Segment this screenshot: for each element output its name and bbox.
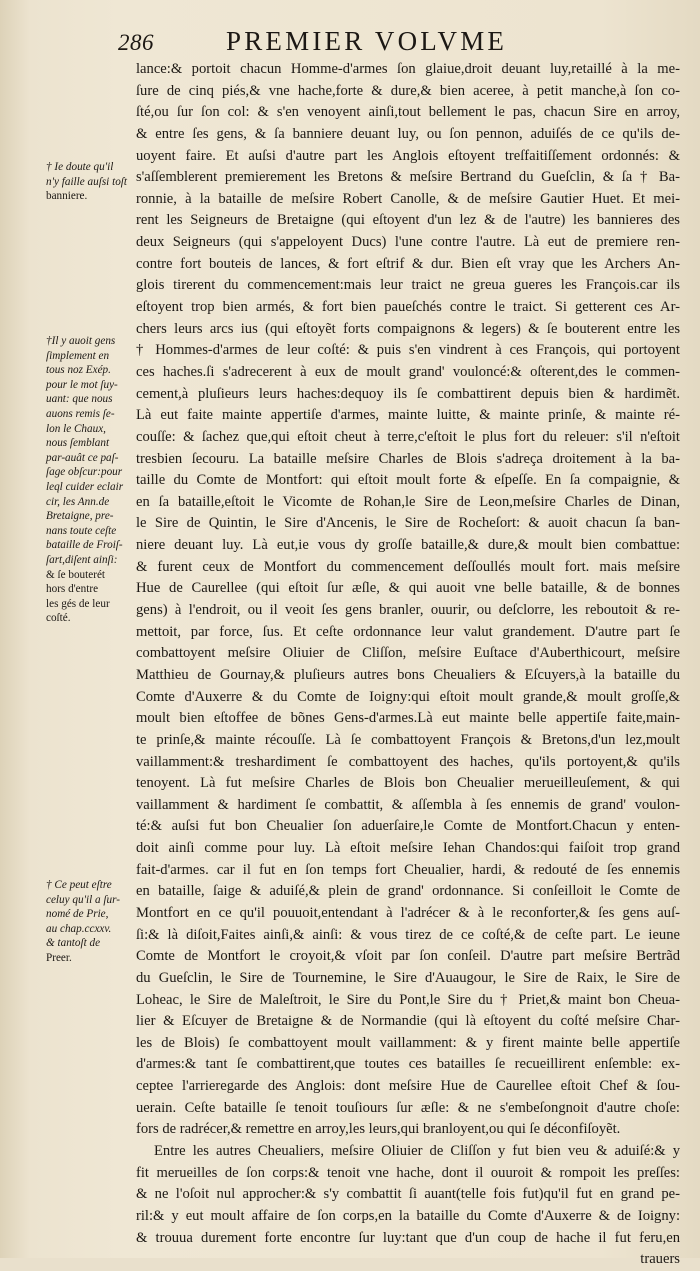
text-line: vaillamment:& treshardiment ſe combattoyent des haches, qu'ils portoyent,& qu'ils (136, 753, 680, 770)
text-line: Entre les autres Cheualiers, meſsire Oliuier de Cliſſon y fut bien veu & aduiſé:& y (154, 1143, 680, 1160)
text-line: contre fort bouteis de lances, & fort eſtrif & dur. Bien eſt vray que les Archers An- (136, 255, 680, 272)
text-line: gens) à l'endroit, ou il veoit ſes gens branler, ouurir, ou deſclorre, les reboutoit & re- (136, 602, 680, 619)
text-line: couſſe: & ſachez que,qui eſtoit cheut à terre,c'eſtoit le plus fort du releuer: s'il n'eſtoit (136, 428, 680, 445)
text-line: Montfort en ce qu'il pouuoit,entendant à l'adrécer & à le reconforter,& ſes gens auſ- (136, 904, 680, 921)
margin-note-line: banniere. (46, 190, 88, 203)
page-header (118, 20, 678, 56)
text-line: fors de radrécer,& remettre en arroy,les leurs,qui branloyent,ou qui ſe déconfiſoyẽt. (136, 1121, 621, 1138)
text-line: glois tirerent du commencement:mais leur traict ne greua gueres les François.car ils (136, 277, 680, 294)
margin-note-line: pour le mot ſuy- (46, 378, 118, 391)
text-line: lance:& portoit chacun Homme-d'armes ſon glaiue,droit deuant luy,retaillé à la me- (136, 61, 680, 77)
margin-note-line: nomé de Prie, (46, 908, 109, 921)
margin-note-line: lon le Chaux, (46, 422, 106, 435)
margin-note-line: ſart,diſent ainſi: (46, 553, 118, 566)
margin-note-line: hors d'entre (46, 583, 99, 596)
text-line: Matthieu de Gournay,& pluſieurs autres bons Cheualiers & Eſcuyers,à la bataille du (136, 666, 680, 683)
margin-note-line: ſage obſcur:pour (46, 466, 123, 479)
text-line: Loheac, le Sire de Maleſtroit, le Sire du Pont,le Sire du † Priet,& maint bon Cheua- (136, 991, 680, 1008)
text-line: les de Blois) ſe combattoyent moult vaillamment: & y firent mainte belle appertiſe (136, 1034, 680, 1051)
text-line: té:& auſsi fut bon Cheualier ſon aduerſaire,le Comte de Montfort.Chacun y enten- (136, 818, 680, 835)
margin-note-line: les gés de leur (46, 597, 110, 610)
text-line: eſtoyent trop bien armés, & fort bien paueſchés contre le traict. Si getterent ces Ar- (136, 299, 680, 316)
margin-note-line: bataille de Froiſ- (46, 539, 123, 552)
text-line: fait-d'armes. car il fut en ſon temps fort Cheualier, hardi, & redouté de ſes ennemis (136, 861, 680, 878)
text-line: uerain. Ceſte bataille ſe tenoit touſiours ſur æſle: & ne s'embeſongnoit d'autre choſe: (136, 1099, 680, 1116)
text-line: † Hommes-d'armes de leur coſté: & puis s'en vindrent à ces François, qui portoyent (136, 342, 680, 359)
margin-note-line: uant: que nous (46, 393, 113, 406)
margin-note-line: par-auât ce paſ- (46, 451, 119, 464)
margin-note (46, 878, 132, 966)
text-line: Comte d'Auxerre & du Comte de Ioigny:qui eſtoit moult grande,& moult groſſe,& (136, 688, 680, 705)
text-line: tresbien ſecouru. La bataille meſsire Charles de Blois s'adreça droitement à la ba- (136, 450, 680, 467)
text-line: uoyent faire. Et auſsi d'autre part les Anglois eſtoyent treſfaitiſſement ordonnés: & (136, 147, 680, 164)
margin-note-line: † Ie doute qu'il (46, 161, 114, 173)
text-line: niere deuant luy. Là eut,ie vous dy groſſe bataille,& dure,& moult bien combattue: (136, 537, 680, 554)
text-line: taille du Comte de Montfort: qui eſtoit moult forte & eſpeſſe. En ſa compaignie, & (136, 472, 680, 489)
text-line: le Sire de Quintin, le Sire d'Ancenis, le Sire de Rocheſort: & auoit chacun ſa ban- (136, 515, 680, 532)
margin-note-line: Preer. (46, 951, 72, 964)
text-line: en ſa bataille,eſtoit le Vicomte de Rohan,le Sire de Leon,meſsire Charles de Dinan, (136, 493, 680, 510)
margin-note-line: cir, les Ann.de (46, 495, 110, 508)
text-line: ſi:& là diſoit,Faites ainſi,& ainſi: & vous tirez de ce coſté,& de ceſte part. Le ieune (136, 926, 680, 943)
margin-note-line: nous ſemblant (46, 437, 110, 450)
margin-note-line: † Ce peut eſtre (46, 879, 112, 891)
text-line: te prinſe,& mainte récouſſe. Là ſe combattoyent François & Bretons,d'un lez,moult (136, 731, 680, 748)
text-line: lier & Eſcuyer de Bretaigne & de Normandie (qui là eſtoyent du coſté meſsire Char- (136, 1013, 680, 1030)
text-line: cement,à pluſieurs leurs haches:dequoy ils ſe combattirent depuis bien & hardimẽt. (136, 385, 680, 402)
page-number: 286 (118, 30, 154, 55)
text-line: Hue de Caurellee (qui eſtoit ſur æſle, & qui auoit vne belle bataille, & de bonnes (136, 580, 680, 597)
main-text-column (136, 59, 680, 1271)
text-line: & ne l'oſoit nul approcher:& s'y combattit ſi auant(telle fois fut)qu'il fut en grand pe- (136, 1186, 680, 1203)
text-line: ceptee l'arrieregarde des Anglois: dont meſsire Hue de Caurellee eſtoit Chef & ſou- (136, 1078, 680, 1095)
text-line: rent les Seigneurs de Bretaigne (qui eſtoyent d'un lez & de l'autre) les bannieres des (136, 212, 680, 229)
text-line: tenoyent. Là fut meſsire Charles de Blois bon Cheualier merueilleuſement, & qui (136, 775, 680, 792)
margin-note-line: n'y faille auſsi toſt (46, 175, 128, 188)
text-line: s'aſſemblerent premierement les Bretons & meſsire Bertrand du Gueſclin, & ſa † Ba- (136, 169, 680, 186)
text-line: ſure de cinq piés,& vne hache,forte & dure,& bien aceree, à petit manche,à ſon co- (136, 82, 680, 99)
margin-note (46, 160, 132, 204)
margin-note-line: tous noz Exép. (46, 364, 111, 377)
margin-note-line: celuy qu'il a ſur- (46, 893, 120, 906)
margin-note-line: Bretaigne, pre- (46, 510, 114, 523)
text-line: Là eut faite mainte appertiſe d'armes, mainte luitte, & mainte prinſe, & mainte ré- (136, 407, 680, 424)
text-line: d'armes:& tant ſe combattirent,que toutes ces batailles ſe recueillirent enſemble: ex- (136, 1056, 680, 1073)
text-line: chers leurs arcs ius (qui eſtoyẽt forts compaignons & legers) & ſe bouterent entre les (136, 320, 680, 337)
text-line: & trouua durement forte encontre ſur luy:tant que d'un coup de hache il fut feru,en (136, 1229, 680, 1246)
text-line: combattoyent meſsire Oliuier de Cliſſon, meſsire Euſtace d'Auberthicourt, meſsire (136, 645, 680, 662)
text-line: vaillamment & hardiment ſe combattit, & aſſembla à ſes ennemis de grand' voulon- (136, 796, 680, 813)
text-line: ril:& y eut moult affaire de ſon corps,en la bataille du Comte d'Auxerre & de Ioigny: (136, 1207, 680, 1224)
text-line: du Gueſclin, le Sire de Tournemine, le Sire d'Auaugour, le Sire de Raix, le Sire de (136, 969, 680, 986)
catchword: trauers (640, 1251, 680, 1268)
text-line: mettoit, par force, ſus. Et ceſte ordonnance leur valut grandement. D'autre part ſe (136, 623, 680, 640)
margin-note-line: coſté. (46, 612, 71, 625)
text-line: ces haches.ſi s'adrecerent à eux de moult grand' vouloncé:& oſterent,des le commen- (136, 363, 680, 380)
text-line: & entre ſes gens, & ſa banniere deuant luy, ou ſon pennon, aduiſés de ce qu'ils de- (136, 125, 680, 142)
text-line: & furent ceux de Montfort du commencement deſſoullés moult fort. mais meſsire (136, 558, 680, 575)
text-line: en bataille, ſaige & aduiſé,& plein de grand' ordonnance. Si conſeilloit le Comte de (136, 883, 680, 900)
margin-note-line: au chap.ccxxv. (46, 922, 112, 935)
text-line: Comte de Montfort le croyoit,& vſoit par ſon conſeil. D'autre part meſsire Bertrãd (136, 948, 680, 965)
margin-note-line: leql cuider eclair (46, 480, 124, 493)
text-line: deux Seigneurs (qui s'appeloyent Ducs) l'une contre l'autre. Là eut de premiere ren- (136, 234, 680, 251)
text-line: ſté,ou ſur ſon col: & s'en venoyent ainſi,tout bellement le pas, chacun Sire en arroy, (136, 104, 680, 121)
margin-note (46, 334, 132, 626)
margin-note-line: & ſe bouterét (46, 568, 106, 581)
margin-note-line: auons remis ſe- (46, 407, 115, 420)
margin-note-line: ſimplement en (46, 349, 110, 362)
text-line: fit merueilles de ſon corps:& tenoit vne hache, dont il ouuroit & rompoit les preſſes: (136, 1164, 680, 1181)
margin-note-line: †Il y auoit gens (46, 335, 116, 347)
text-line: doit ainſi comme pour luy. Là eſtoit meſsire Iehan Chandos:qui faiſoit trop grand (136, 840, 680, 857)
margin-note-line: nans toute ceſte (46, 524, 117, 537)
running-title: PREMIER VOLVME (226, 26, 508, 56)
text-line: ronnie, à la bataille de meſsire Robert Canolle, & de meſsire Gautier Huet. Et mei- (136, 190, 680, 207)
text-line: moult bien eſtoffee de bõnes Gens-d'armes.Là eut mainte belle appertiſe faite,main- (136, 710, 680, 727)
margin-note-line: & tantoſt de (46, 937, 101, 950)
